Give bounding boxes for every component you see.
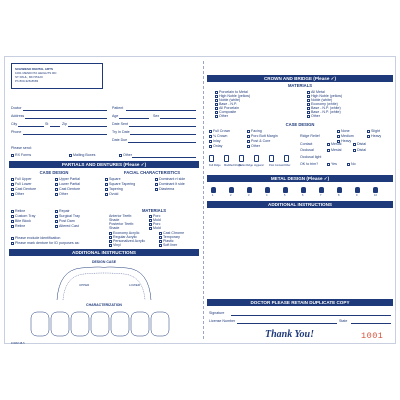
patient-label: Patient (112, 106, 124, 110)
signature-input[interactable] (231, 315, 391, 316)
metal-design-icon[interactable] (301, 187, 306, 193)
repair2-option-1[interactable]: Surgical Tray (55, 214, 80, 218)
state-input[interactable] (351, 323, 391, 324)
metal-design-icon[interactable] (319, 187, 324, 193)
pd-case2-option-1[interactable]: Lower Partial (55, 182, 80, 186)
characterization-label: CHARACTERIZATION (86, 303, 122, 307)
lab-address-box (11, 63, 103, 89)
pd-material2-3[interactable]: Mold (149, 226, 161, 230)
cb-mat-right-0[interactable]: All Metal (307, 90, 325, 94)
send-other-option[interactable]: Other (119, 153, 132, 157)
pd-material-3: Shade (109, 226, 120, 230)
facial-characteristics-title: FACIAL CHARACTERISTICS (123, 170, 181, 175)
metal-design-icon[interactable] (337, 187, 342, 193)
metal-option-7: 8 (338, 194, 340, 197)
date-sent-input[interactable] (129, 126, 196, 127)
try-in-label: Try In Date (112, 130, 130, 134)
metal-option-1: 2 (230, 194, 232, 197)
cb-materials-title: MATERIALS (287, 83, 313, 88)
pd-case-option-1[interactable]: Full Lower (11, 182, 32, 186)
form-code: FORM 48-5 (11, 342, 25, 345)
zip-label: Zip (62, 122, 67, 126)
exclude-id-option[interactable]: Please exclude identification (11, 236, 60, 240)
pontic-label-2: Bullet Ridge (239, 164, 253, 167)
cb-case2-option-3[interactable]: Other (247, 144, 260, 148)
cb-mat-left-5[interactable]: Composite (215, 110, 236, 114)
occlusal-option-1[interactable]: Distal (353, 148, 366, 152)
contact-option-1[interactable]: Distal (353, 142, 366, 146)
trim-yes-option[interactable]: Yes (327, 162, 337, 166)
facial2-option-1[interactable]: Dominant lt side (155, 182, 185, 186)
trim-no-option[interactable]: No (347, 162, 356, 166)
city-label: City (11, 122, 18, 126)
acrylic2-option-2[interactable]: Plastic (159, 239, 174, 243)
rx-form-sheet (4, 56, 396, 344)
ok-to-trim-label: OK to trim? (300, 162, 319, 166)
metal-design-icon[interactable] (355, 187, 360, 193)
acrylic-option-3[interactable]: Vinyl (109, 243, 121, 247)
zip-input[interactable] (68, 126, 107, 127)
lab-street: 1001 MENDOTA HEIGHTS RD (15, 71, 57, 75)
acrylic2-option-1[interactable]: Temporary (159, 235, 180, 239)
pd-case-option-3[interactable]: Other (11, 192, 24, 196)
repair2-option-3[interactable]: Altered Cast (55, 224, 79, 228)
acrylic-option-1[interactable]: Regular Acrylic (109, 235, 137, 239)
pd-case2-option-2[interactable]: Cast Denture (55, 187, 80, 191)
state-label: St (45, 122, 49, 126)
lower-label: LOWER (129, 283, 141, 287)
occlusal-light-label: Occlusal light (300, 155, 322, 159)
pd-material-0: Anterior Teeth: (109, 214, 133, 218)
pontic-label-5: Other (284, 164, 291, 167)
metal-option-2: 3 (248, 194, 250, 197)
facial2-option-0[interactable]: Dominant rt side (155, 177, 185, 181)
cb-mat-left-4[interactable]: All Porcelain (215, 106, 239, 110)
facial-option-1[interactable]: Square Tapering (105, 182, 135, 186)
sex-label: Sex (153, 114, 160, 118)
age-label: Age (112, 114, 119, 118)
facial-option-3[interactable]: Ovoid (105, 192, 118, 196)
phone-input[interactable] (23, 134, 107, 135)
address-input[interactable] (25, 118, 107, 119)
retain-copy-header: DOCTOR PLEASE RETAIN DUPLICATE COPY (207, 299, 393, 306)
metal-design-icon[interactable] (229, 187, 234, 193)
lab-city: ST PAUL, MN 55120 (15, 75, 43, 79)
form-number: 1001 (361, 331, 384, 341)
please-send-label: Please send: (11, 146, 32, 150)
partials-dentures-header: PARTIALS AND DENTURES (Please ✓) (9, 161, 199, 168)
cb-case-option-0[interactable]: Full Crown (209, 129, 230, 133)
right-column (207, 61, 393, 339)
pontic-label-4: Post Contact (269, 164, 284, 167)
state-field-label: State (339, 319, 348, 323)
pontic-tooth-icon[interactable] (269, 155, 274, 162)
cb-case-option-3[interactable]: Onlay (209, 144, 222, 148)
denture-diagram (29, 258, 179, 342)
st-input[interactable] (50, 126, 60, 127)
cb-case2-option-0[interactable]: Facing (247, 129, 262, 133)
cb-mat-left-1[interactable]: High Noble (yellow) (215, 94, 250, 98)
metal-option-6: 7 (320, 194, 322, 197)
cb-mat-right-4[interactable]: Base - N.P. (white) (307, 106, 341, 110)
metal-design-header: METAL DESIGN (Please ✓) (207, 175, 393, 182)
pd-materials-title: MATERIALS (141, 208, 167, 213)
upper-arch-right (104, 267, 151, 300)
acrylic2-option-0[interactable]: Cast Chrome (159, 231, 184, 235)
age-input[interactable] (119, 118, 149, 119)
license-input[interactable] (237, 323, 337, 324)
acrylic-option-0[interactable]: Economy Acrylic (109, 231, 139, 235)
pd-material2-0[interactable]: Porc (149, 214, 160, 218)
rx-forms-option[interactable]: RX Forms (11, 153, 31, 157)
cb-case2-option-2[interactable]: Post & Core (247, 139, 270, 143)
pontic-label-1: Modified Ridge (224, 164, 242, 167)
pontic-tooth-icon[interactable] (239, 155, 244, 162)
repair-option-1[interactable]: Custom Tray (11, 214, 35, 218)
cb-mat-left-0[interactable]: Porcelain to Metal (215, 90, 248, 94)
design-case-label: DESIGN CASE (91, 260, 117, 264)
repair-option-3[interactable]: Reline (11, 224, 25, 228)
pontic-option-2[interactable]: Heavy (337, 139, 351, 143)
metal-design-icon[interactable] (265, 187, 270, 193)
metal-option-5: 6 (302, 194, 304, 197)
pontic-option-1[interactable]: Medium (337, 134, 354, 138)
pontic-tooth-icon[interactable] (209, 155, 214, 162)
repair2-option-0[interactable]: Repair (55, 209, 70, 213)
metal-design-icon[interactable] (283, 187, 288, 193)
additional-instructions-right-area[interactable] (207, 208, 393, 286)
pd-case-option-2[interactable]: Cast Denture (11, 187, 36, 191)
facial-option-0[interactable]: Square (105, 177, 121, 181)
pd-case2-option-3[interactable]: Other (55, 192, 68, 196)
additional-instructions-right-header: ADDITIONAL INSTRUCTIONS (207, 201, 393, 208)
cb-mat-left-2[interactable]: Noble (white) (215, 98, 240, 102)
sex-input[interactable] (160, 118, 196, 119)
cb-mat-right-1[interactable]: High Noble (yellow) (307, 94, 342, 98)
case-design-title: CASE DESIGN (39, 170, 69, 175)
metal-option-9: 10 (374, 194, 377, 197)
left-column (9, 61, 199, 345)
pd-material-2: Posterior Teeth: (109, 222, 135, 226)
thank-you-text: Thank You! (265, 329, 315, 340)
cb-case-option-1[interactable]: ¾ Crown (209, 134, 227, 138)
phone-label: Phone (11, 130, 22, 134)
repair-option-0[interactable]: Reline (11, 209, 25, 213)
cb-mat-right-5[interactable]: Base - N.P. (white) (307, 110, 341, 114)
mark-id-option[interactable]: Please mark denture for ID purposes as: (11, 241, 80, 245)
metal-option-4: 5 (284, 194, 286, 197)
address-label: Address (11, 114, 25, 118)
facial2-option-2[interactable]: Diastema (155, 187, 174, 191)
ridge-relief-label: Ridge Relief (300, 134, 320, 138)
center-divider (203, 61, 204, 339)
patient-input[interactable] (126, 110, 196, 111)
try-in-input[interactable] (130, 134, 196, 135)
occlusal-label: Occlusal (300, 148, 314, 152)
pontic2-option-0[interactable]: Slight (367, 129, 380, 133)
doctor-input[interactable] (23, 110, 107, 111)
facial-option-2[interactable]: Tapering (105, 187, 123, 191)
pontic-tooth-icon[interactable] (224, 155, 229, 162)
metal-option-8: 9 (356, 194, 358, 197)
repair2-option-2[interactable]: Post Dam (55, 219, 75, 223)
date-due-label: Date Due (112, 138, 128, 142)
front-teeth-row (31, 312, 169, 336)
acrylic2-option-3[interactable]: Soft liner (159, 243, 177, 247)
pontic-tooth-icon[interactable] (254, 155, 259, 162)
contact-option-0[interactable]: Mesial (327, 142, 341, 146)
lab-name: SCHWIESO DENTAL ARTS (15, 67, 53, 71)
pontic-option-0[interactable]: None (337, 129, 350, 133)
date-sent-label: Date Sent (112, 122, 128, 126)
contact-label: Contact (300, 142, 313, 146)
cb-case-option-2[interactable]: Inlay (209, 139, 221, 143)
cb-mat-right-6[interactable]: Other (307, 114, 320, 118)
pd-case2-option-0[interactable]: Upper Partial (55, 177, 80, 181)
doctor-label: Doctor (11, 106, 22, 110)
upper-label: UPPER (79, 283, 90, 287)
license-label: License Number (209, 319, 236, 323)
pd-material2-2[interactable]: Porc (149, 222, 160, 226)
date-due-input[interactable] (128, 142, 196, 143)
metal-option-3: 4 (266, 194, 268, 197)
lab-phone: Ph 800-328-8683 (15, 79, 39, 83)
metal-design-icon[interactable] (211, 187, 216, 193)
cb-case-design-title: CASE DESIGN (285, 122, 315, 127)
occlusal-option-0[interactable]: Mesial (327, 148, 341, 152)
pd-material-1: Shade (109, 218, 120, 222)
metal-design-icon[interactable] (247, 187, 252, 193)
cb-mat-left-6[interactable]: Other (215, 114, 228, 118)
metal-design-icon[interactable] (373, 187, 378, 193)
send-other-input[interactable] (132, 157, 196, 158)
crown-bridge-header: CROWN AND BRIDGE (Please ✓) (207, 75, 393, 82)
pontic-tooth-icon[interactable] (284, 155, 289, 162)
signature-label: Signature (209, 311, 225, 315)
pontic-label-0: Full Ridge (209, 164, 221, 167)
cb-mat-left-3[interactable]: Base - N.P. (215, 102, 237, 106)
cb-mat-right-3[interactable]: Economy (white) (307, 102, 338, 106)
pd-material2-1[interactable]: Mold (149, 218, 161, 222)
pontic2-option-1[interactable]: Heavy (367, 134, 381, 138)
pontic-label-3: Hygienic (254, 164, 264, 167)
pd-case-option-0[interactable]: Full Upper (11, 177, 32, 181)
additional-instructions-left-header: ADDITIONAL INSTRUCTIONS (9, 249, 199, 256)
repair-option-2[interactable]: Bite Block (11, 219, 31, 223)
mailing-boxes-option[interactable]: Mailing Boxes (69, 153, 95, 157)
city-input[interactable] (18, 126, 44, 127)
cb-case2-option-1[interactable]: Porc Butt Margin (247, 134, 278, 138)
cb-mat-right-2[interactable]: Noble (white) (307, 98, 332, 102)
metal-option-0: 1 (212, 194, 214, 197)
acrylic-option-2[interactable]: Personalized Acrylic (109, 239, 145, 243)
